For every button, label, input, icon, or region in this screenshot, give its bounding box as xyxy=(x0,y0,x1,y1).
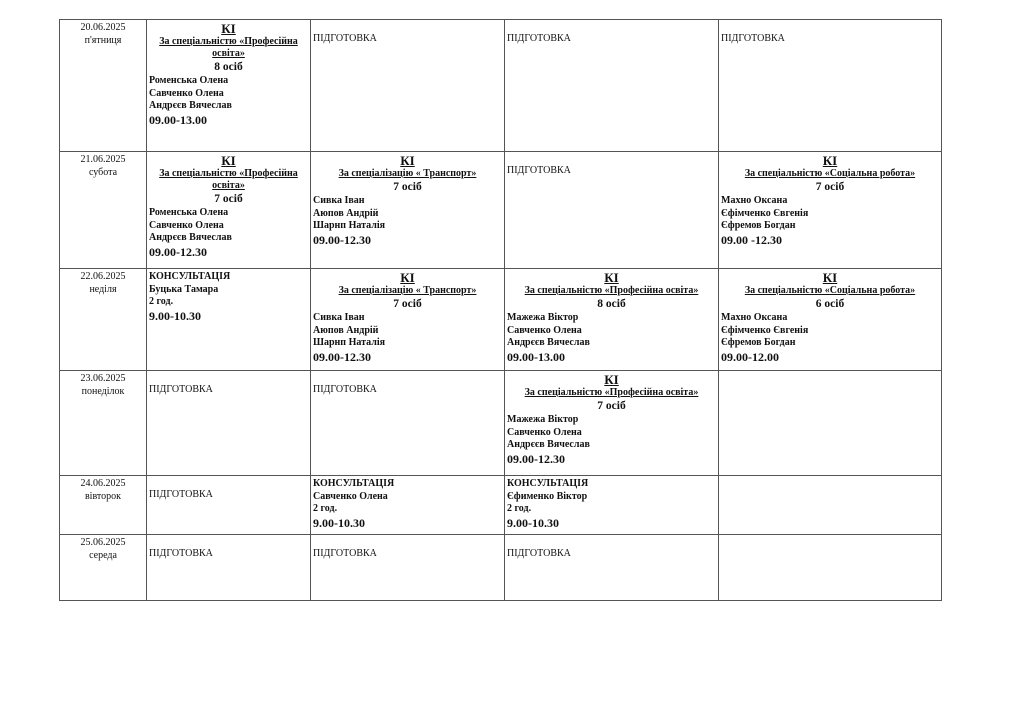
commission-member: Андрєєв Вячеслав xyxy=(149,100,232,111)
weekday-label: середа xyxy=(89,549,117,561)
consultation-hours: 2 год. xyxy=(149,296,174,307)
exam-code: КІ xyxy=(604,372,619,387)
exam-code: КІ xyxy=(221,21,236,36)
table-row xyxy=(60,269,942,371)
consultation-hours: 2 год. xyxy=(507,503,532,514)
consultation-time: 9.00-10.30 xyxy=(507,515,559,530)
commission-member: Аюпов Андрій xyxy=(313,324,379,336)
schedule-cell xyxy=(719,476,942,535)
weekday-label: вівторок xyxy=(84,490,122,502)
preparation-label: ПІДГОТОВКА xyxy=(507,165,571,176)
schedule-cell xyxy=(147,269,311,371)
table-row xyxy=(60,371,942,476)
consultation-label: КОНСУЛЬТАЦІЯ xyxy=(313,478,395,489)
exam-code: КІ xyxy=(822,270,838,285)
date-cell xyxy=(60,535,147,601)
participant-count: 6 осіб xyxy=(815,298,845,310)
specialty-label: За спеціалізацію « Транспорт» xyxy=(338,168,477,179)
date-cell xyxy=(60,20,147,152)
participant-count: 7 осіб xyxy=(214,193,243,205)
commission-member: Єфімченко Євгенія xyxy=(721,324,809,336)
specialty-label: За спеціальністю «Соціальна робота» xyxy=(744,168,916,179)
commission-member: Єфремов Богдан xyxy=(721,220,796,231)
commission-member: Єфімченко Євгенія xyxy=(721,207,809,219)
exam-time: 09.00-12.00 xyxy=(721,349,779,364)
specialty-label: За спеціалізацію « Транспорт» xyxy=(338,285,477,296)
schedule-cell xyxy=(311,269,505,371)
specialty-label: За спеціальністю «Професійна освіта» xyxy=(524,285,699,296)
preparation-label: ПІДГОТОВКА xyxy=(507,33,571,44)
consultation-hours: 2 год. xyxy=(313,503,338,514)
preparation-label: ПІДГОТОВКА xyxy=(149,489,213,500)
preparation-label: ПІДГОТОВКА xyxy=(507,548,571,559)
schedule-cell xyxy=(505,535,719,601)
schedule-body xyxy=(60,20,942,601)
exam-time: 09.00 -12.30 xyxy=(721,232,782,247)
table-row xyxy=(60,476,942,535)
exam-code: КІ xyxy=(604,270,619,285)
table-row xyxy=(60,152,942,269)
commission-member: Шарнп Наталія xyxy=(313,337,386,348)
commission-member: Андрєєв Вячеслав xyxy=(507,439,590,450)
preparation-label: ПІДГОТОВКА xyxy=(149,548,213,559)
schedule-cell xyxy=(311,20,505,152)
preparation-label: ПІДГОТОВКА xyxy=(721,33,785,44)
exam-time: 09.00-12.30 xyxy=(149,244,207,259)
exam-code: КІ xyxy=(400,153,415,168)
commission-member: Роменська Олена xyxy=(149,75,229,86)
specialty-label: За спеціальністю «Професійна освіта» xyxy=(524,387,699,398)
commission-member: Андрєєв Вячеслав xyxy=(507,337,590,348)
consultation-time: 9.00-10.30 xyxy=(313,515,365,530)
schedule-cell xyxy=(719,269,942,371)
commission-member: Шарнп Наталія xyxy=(313,220,386,231)
schedule-table xyxy=(59,19,942,601)
commission-member: Аюпов Андрій xyxy=(313,207,379,219)
schedule-cell xyxy=(311,371,505,476)
participant-count: 7 осіб xyxy=(815,181,845,193)
schedule-cell xyxy=(147,371,311,476)
exam-time: 09.00-12.30 xyxy=(507,451,565,466)
schedule-cell xyxy=(719,20,942,152)
date-label: 22.06.2025 xyxy=(80,271,126,282)
schedule-cell xyxy=(505,152,719,269)
schedule-cell xyxy=(719,152,942,269)
date-cell xyxy=(60,152,147,269)
date-cell xyxy=(60,269,147,371)
commission-member: Сивка Іван xyxy=(313,195,365,206)
commission-member: Савченко Олена xyxy=(149,219,224,231)
exam-time: 09.00-13.00 xyxy=(507,349,565,364)
commission-member: Махно Оксана xyxy=(721,312,788,323)
participant-count: 8 осіб xyxy=(597,298,626,310)
exam-code: КІ xyxy=(221,153,236,168)
schedule-cell xyxy=(505,269,719,371)
date-label: 24.06.2025 xyxy=(80,478,126,489)
exam-time: 09.00-12.30 xyxy=(313,349,371,364)
participant-count: 7 осіб xyxy=(393,181,422,193)
schedule-cell xyxy=(505,20,719,152)
participant-count: 7 осіб xyxy=(393,298,422,310)
preparation-label: ПІДГОТОВКА xyxy=(313,384,377,395)
weekday-label: понеділок xyxy=(81,385,125,397)
schedule-cell xyxy=(311,476,505,535)
schedule-cell xyxy=(147,476,311,535)
weekday-label: неділя xyxy=(89,283,117,295)
date-label: 21.06.2025 xyxy=(80,154,126,165)
commission-member: Андрєєв Вячеслав xyxy=(149,232,232,243)
preparation-label: ПІДГОТОВКА xyxy=(313,33,377,44)
exam-code: КІ xyxy=(822,153,838,168)
weekday-label: п'ятниця xyxy=(84,34,122,46)
date-label: 23.06.2025 xyxy=(80,373,126,384)
consultant-name: Савченко Олена xyxy=(313,490,388,502)
consultant-name: Єфименко Віктор xyxy=(507,490,588,502)
consultation-time: 9.00-10.30 xyxy=(149,308,201,323)
schedule-cell xyxy=(505,476,719,535)
schedule-cell xyxy=(719,371,942,476)
date-label: 20.06.2025 xyxy=(80,22,126,33)
schedule-cell xyxy=(147,152,311,269)
table-row xyxy=(60,20,942,152)
preparation-label: ПІДГОТОВКА xyxy=(149,384,213,395)
table-row xyxy=(60,535,942,601)
preparation-label: ПІДГОТОВКА xyxy=(313,548,377,559)
date-label: 25.06.2025 xyxy=(80,537,126,548)
exam-time: 09.00-12.30 xyxy=(313,232,371,247)
commission-member: Савченко Олена xyxy=(507,324,582,336)
commission-member: Мажежа Віктор xyxy=(507,312,579,323)
participant-count: 7 осіб xyxy=(597,400,626,412)
date-cell xyxy=(60,371,147,476)
commission-member: Роменська Олена xyxy=(149,207,229,218)
exam-time: 09.00-13.00 xyxy=(149,112,207,127)
commission-member: Махно Оксана xyxy=(721,195,788,206)
commission-member: Єфремов Богдан xyxy=(721,337,796,348)
consultation-label: КОНСУЛЬТАЦІЯ xyxy=(507,478,589,489)
schedule-cell xyxy=(311,535,505,601)
participant-count: 8 осіб xyxy=(214,61,243,73)
specialty-label: За спеціальністю «Соціальна робота» xyxy=(744,285,916,296)
commission-member: Сивка Іван xyxy=(313,312,365,323)
consultant-name: Буцька Тамара xyxy=(149,283,219,295)
weekday-label: субота xyxy=(88,166,118,178)
schedule-cell xyxy=(147,535,311,601)
specialty-label: За спеціальністю «Професійна освіта» xyxy=(159,168,298,191)
consultation-label: КОНСУЛЬТАЦІЯ xyxy=(149,271,231,282)
schedule-cell xyxy=(505,371,719,476)
commission-member: Савченко Олена xyxy=(149,87,224,99)
commission-member: Мажежа Віктор xyxy=(507,414,579,425)
commission-member: Савченко Олена xyxy=(507,426,582,438)
schedule-cell xyxy=(311,152,505,269)
schedule-cell xyxy=(719,535,942,601)
specialty-label: За спеціальністю «Професійна освіта» xyxy=(159,36,298,59)
schedule-cell xyxy=(147,20,311,152)
exam-code: КІ xyxy=(400,270,415,285)
date-cell xyxy=(60,476,147,535)
